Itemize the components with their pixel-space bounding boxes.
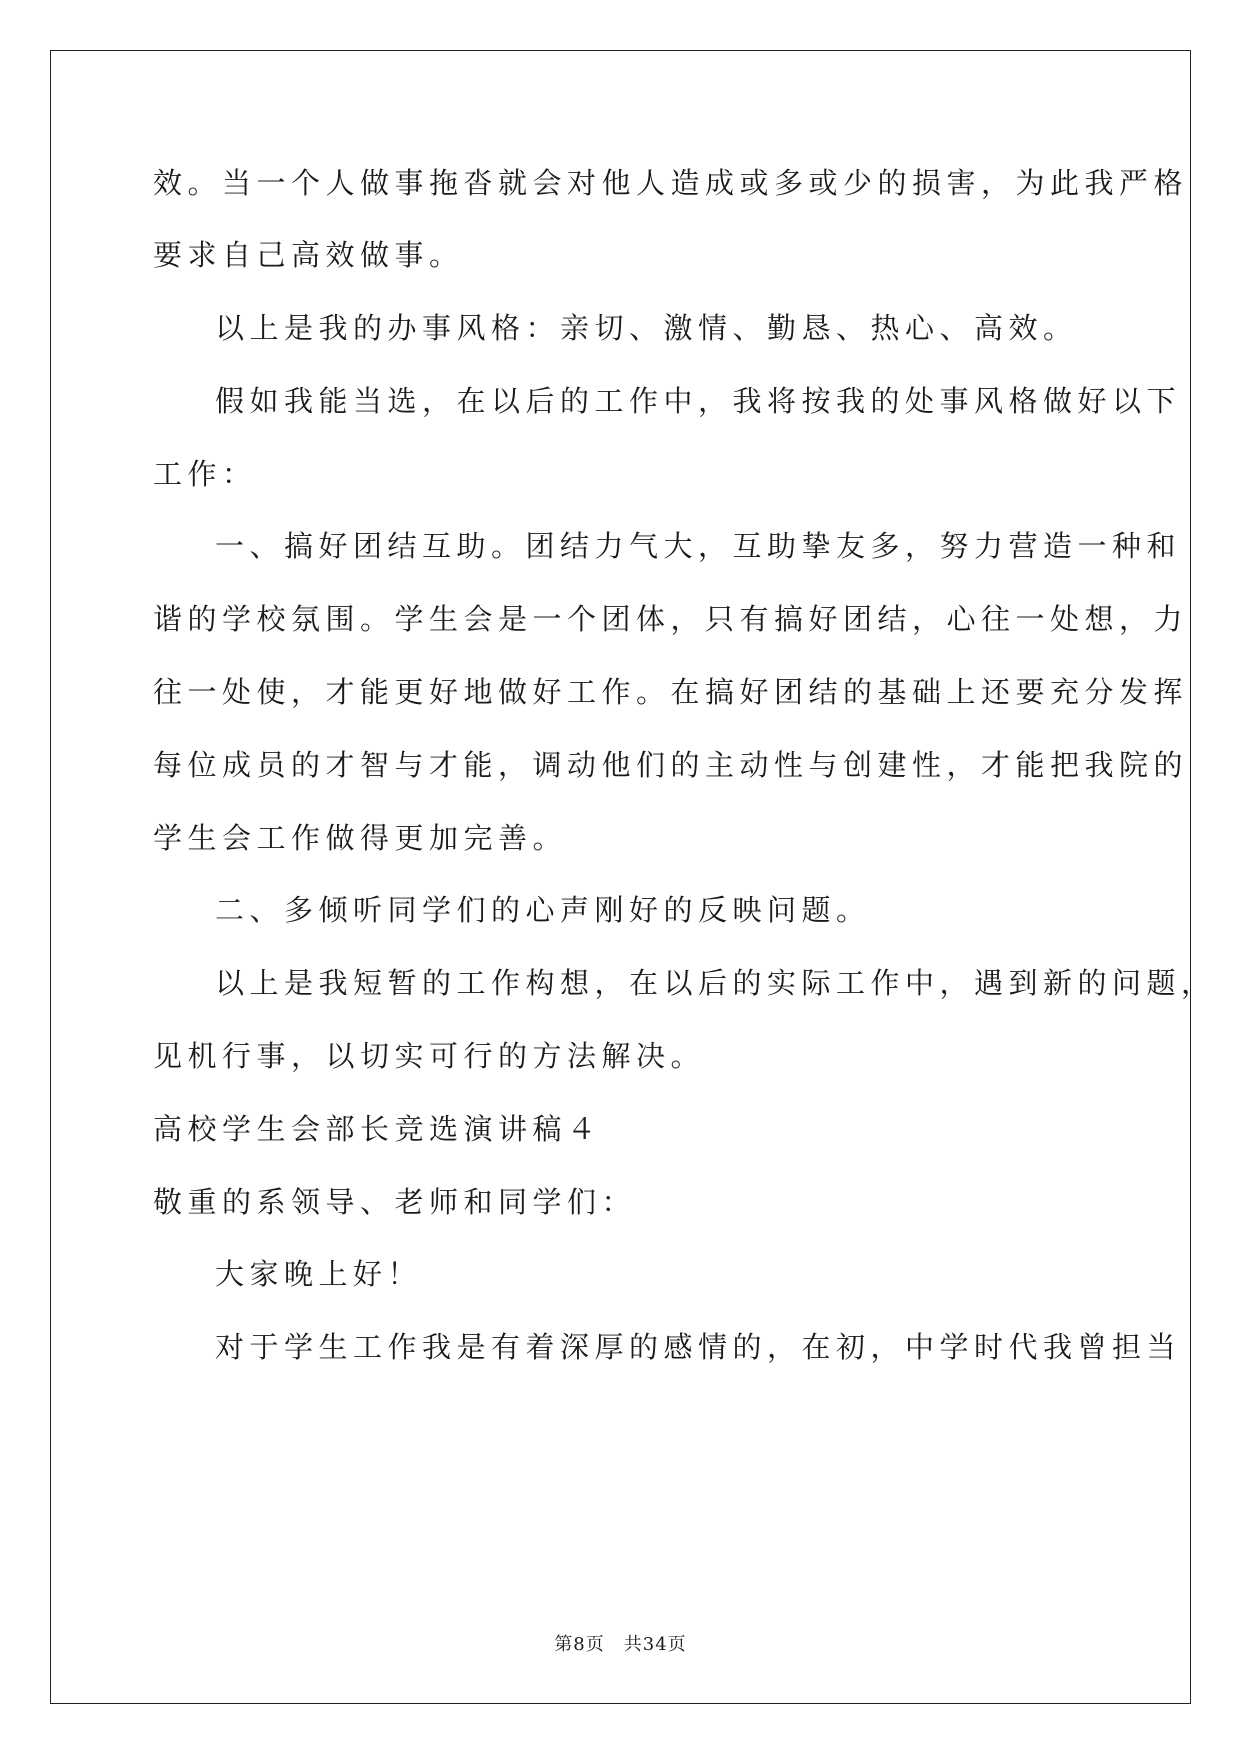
- text-line: 每位成员的才智与才能，调动他们的主动性与创建性，才能把我院的: [153, 748, 1189, 782]
- text-line: 一、搞好团结互助。团结力气大，互助挚友多，努力营造一种和: [215, 529, 1182, 563]
- text-line: 效。当一个人做事拖沓就会对他人造成或多或少的损害，为此我严格: [153, 166, 1189, 200]
- text-line: 往一处使，才能更好地做好工作。在搞好团结的基础上还要充分发挥: [153, 675, 1189, 709]
- section-heading: 高校学生会部长竞选演讲稿４: [153, 1112, 602, 1146]
- text-line: 对于学生工作我是有着深厚的感情的，在初，中学时代我曾担当: [215, 1330, 1182, 1364]
- text-line: 学生会工作做得更加完善。: [153, 821, 568, 855]
- greeting: 大家晚上好！: [215, 1257, 423, 1291]
- text-line: 假如我能当选，在以后的工作中，我将按我的处事风格做好以下: [215, 384, 1182, 418]
- text-line: 以上是我短暂的工作构想，在以后的实际工作中，遇到新的问题，: [215, 966, 1216, 1000]
- text-line: 以上是我的办事风格：亲切、激情、勤恳、热心、高效。: [215, 311, 1078, 345]
- page-border: [50, 50, 1191, 1704]
- salutation: 敬重的系领导、老师和同学们：: [153, 1185, 637, 1219]
- page-number-footer: 第8页 共34页: [554, 1634, 687, 1655]
- text-line: 要求自己高效做事。: [153, 238, 464, 272]
- text-line: 见机行事，以切实可行的方法解决。: [153, 1039, 706, 1073]
- text-line: 二、多倾听同学们的心声刚好的反映问题。: [215, 893, 871, 927]
- text-line: 工作：: [153, 457, 257, 491]
- text-line: 谐的学校氛围。学生会是一个团体，只有搞好团结，心往一处想，力: [153, 602, 1189, 636]
